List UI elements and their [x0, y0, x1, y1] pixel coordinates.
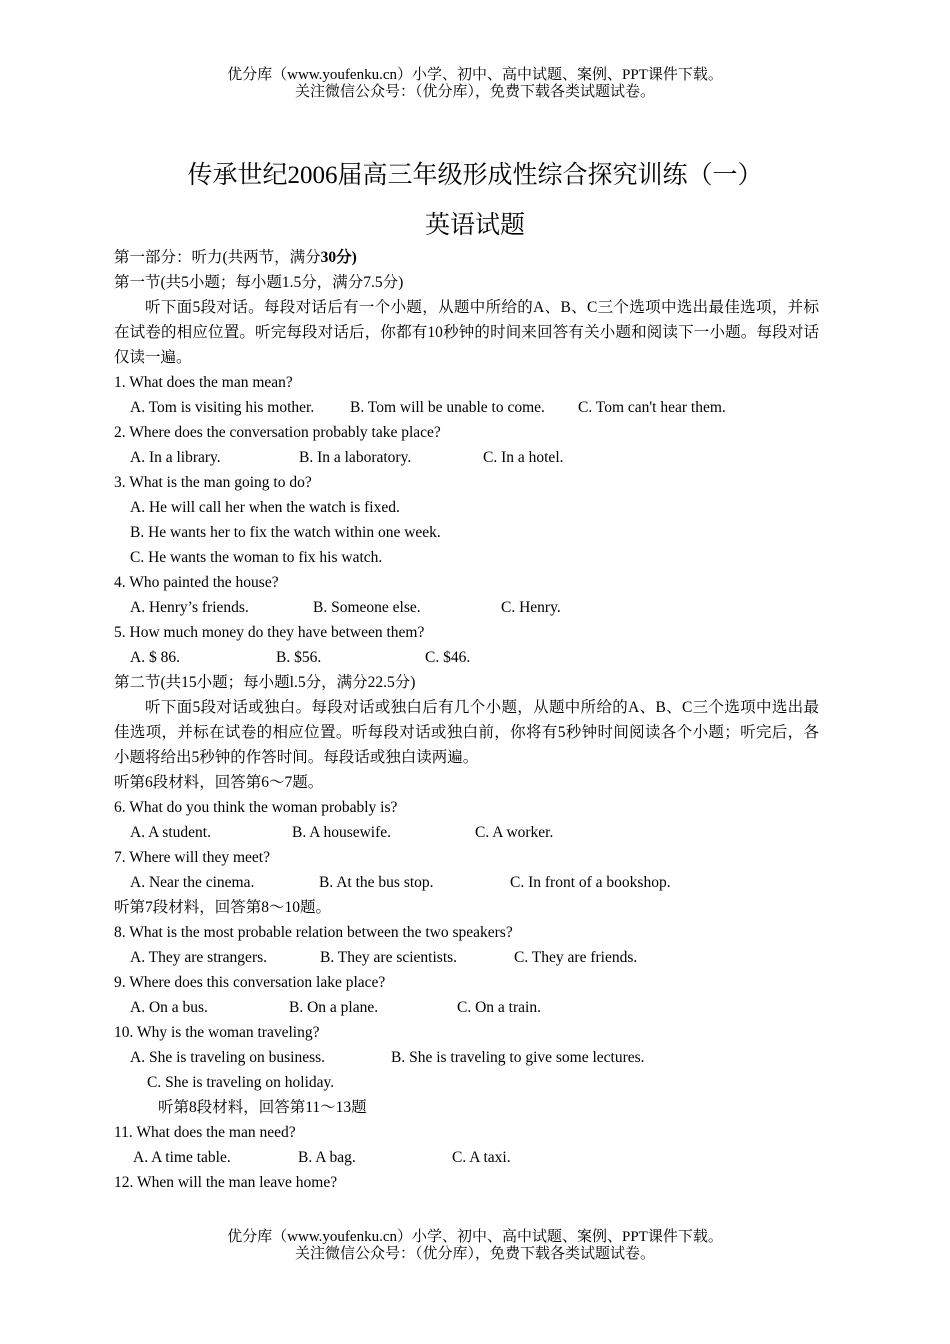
option-a: A. $ 86. — [130, 649, 180, 666]
option-b: B. In a laboratory. — [299, 449, 412, 466]
option-b: B. She is traveling to give some lectures. — [391, 1049, 645, 1066]
section1-instructions: 听下面5段对话。每段对话后有一个小题，从题中所给的A、B、C三个选项中选出最佳选项，并标在试卷的相应位置。听完每段对话后，你都有10秒钟的时间来回答有关小题和阅读下一小题。每段对话仅读一遍。 — [114, 299, 819, 366]
question-3-option-b: B. He wants her to fix the watch within one week. — [130, 524, 441, 541]
option-b: B. Someone else. — [313, 599, 421, 616]
option-c: C. Henry. — [501, 599, 561, 616]
option-c: C. A taxi. — [452, 1149, 511, 1166]
option-a: A. A student. — [130, 824, 211, 841]
option-b: B. At the bus stop. — [319, 874, 434, 891]
option-a: A. In a library. — [130, 449, 221, 466]
option-c: C. In a hotel. — [483, 449, 564, 466]
question-4: 4. Who painted the house? — [114, 574, 279, 591]
question-11: 11. What does the man need? — [114, 1124, 296, 1141]
question-6-options — [114, 820, 819, 845]
option-c: C. In front of a bookshop. — [510, 874, 671, 891]
option-c: C. They are friends. — [514, 949, 638, 966]
question-9-options — [114, 995, 819, 1020]
question-8-options — [114, 945, 819, 970]
question-10-option-c: C. She is traveling on holiday. — [147, 1074, 335, 1091]
page-footer — [0, 1229, 950, 1263]
question-3-option-a: A. He will call her when the watch is fixed. — [130, 499, 400, 516]
question-12: 12. When will the man leave home? — [114, 1174, 338, 1191]
question-10: 10. Why is the woman traveling? — [114, 1024, 320, 1041]
question-5-options — [114, 645, 819, 670]
material-6-note: 听第6段材料，回答第6～7题。 — [114, 774, 324, 791]
option-c: C. Tom can't hear them. — [578, 399, 726, 416]
option-a: A. A time table. — [133, 1149, 231, 1166]
option-c: C. A worker. — [475, 824, 554, 841]
option-a: A. They are strangers. — [130, 949, 268, 966]
question-1: 1. What does the man mean? — [114, 374, 293, 391]
question-10-options — [114, 1045, 819, 1070]
option-a: A. She is traveling on business. — [130, 1049, 326, 1066]
question-2: 2. Where does the conversation probably take place? — [114, 424, 441, 441]
material-7-note: 听第7段材料，回答第8～10题。 — [114, 899, 332, 916]
option-a: A. Tom is visiting his mother. — [130, 399, 315, 416]
option-b: B. A housewife. — [292, 824, 392, 841]
question-6: 6. What do you think the woman probably is? — [114, 799, 398, 816]
option-a: A. On a bus. — [130, 999, 208, 1016]
question-1-options — [114, 395, 819, 420]
exam-body — [114, 245, 819, 1195]
option-b: B. They are scientists. — [320, 949, 458, 966]
question-8: 8. What is the most probable relation between the two speakers? — [114, 924, 513, 941]
footer-line-1: 优分库（www.youfenku.cn）小学、初中、高中试题、案例、PPT课件下载。 — [227, 1229, 723, 1245]
part1-heading: 第一部分：听力(共两节，满分30分) — [114, 249, 357, 266]
question-7-options — [114, 870, 819, 895]
header-line-2: 关注微信公众号：（优分库），免费下载各类试题试卷。 — [294, 84, 655, 100]
page-header — [0, 67, 950, 101]
option-b: B. Tom will be unable to come. — [350, 399, 545, 416]
option-b: B. $56. — [276, 649, 322, 666]
material-8-note: 听第8段材料，回答第11～13题 — [158, 1099, 367, 1116]
exam-subtitle: 英语试题 — [424, 212, 525, 239]
question-4-options — [114, 595, 819, 620]
question-7: 7. Where will they meet? — [114, 849, 270, 866]
option-a: A. Henry’s friends. — [130, 599, 249, 616]
section2-heading: 第二节(共15小题；每小题l.5分，满分22.5分) — [114, 674, 416, 691]
question-2-options — [114, 445, 819, 470]
part1-points: 30 — [320, 249, 337, 266]
question-9: 9. Where does this conversation lake place? — [114, 974, 386, 991]
option-c: C. $46. — [425, 649, 471, 666]
exam-title: 传承世纪2006届高三年级形成性综合探究训练（一） — [187, 162, 763, 189]
question-3: 3. What is the man going to do? — [114, 474, 312, 491]
footer-line-2: 关注微信公众号：（优分库），免费下载各类试题试卷。 — [294, 1246, 655, 1262]
question-5: 5. How much money do they have between them? — [114, 624, 425, 641]
section1-heading: 第一节(共5小题；每小题1.5分，满分7.5分) — [114, 274, 404, 291]
option-c: C. On a train. — [457, 999, 541, 1016]
question-11-options — [114, 1145, 819, 1170]
section2-instructions: 听下面5段对话或独白。每段对话或独白后有几个小题，从题中所给的A、B、C三个选项中选出最佳选项，并标在试卷的相应位置。听每段对话或独白前，你将有5秒钟时间阅读各个小题；听完后，各小题将给出5秒钟的作答时间。每段话或独白读两遍。 — [114, 699, 819, 766]
header-line-1: 优分库（www.youfenku.cn）小学、初中、高中试题、案例、PPT课件下载。 — [227, 67, 723, 83]
option-a: A. Near the cinema. — [130, 874, 255, 891]
option-b: B. On a plane. — [289, 999, 379, 1016]
question-3-option-c: C. He wants the woman to fix his watch. — [130, 549, 383, 566]
option-b: B. A bag. — [298, 1149, 356, 1166]
